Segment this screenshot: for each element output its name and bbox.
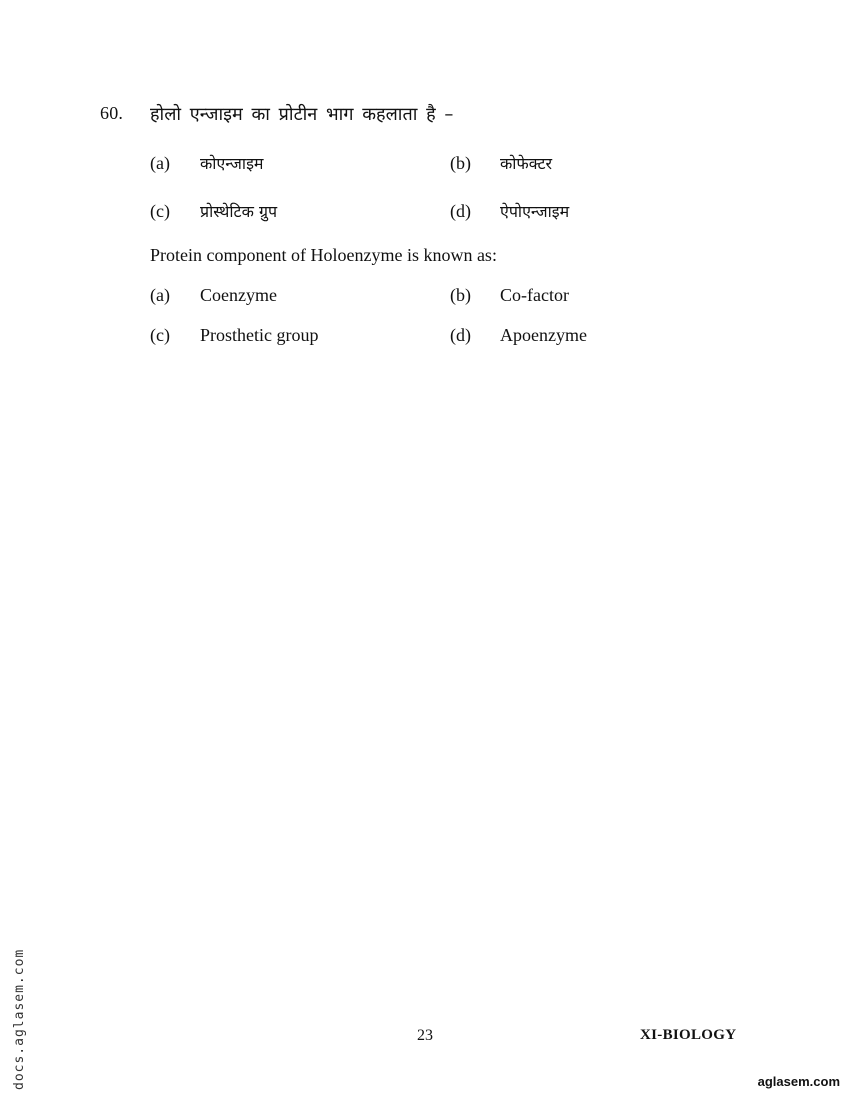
option-text: कोफेक्टर: [500, 154, 553, 173]
option-text: प्रोस्थेटिक ग्रुप: [200, 202, 278, 221]
corner-brand: aglasem.com: [757, 1074, 840, 1089]
question-number: 60.: [100, 103, 124, 123]
option-label: (c): [150, 325, 170, 345]
option-label: (a): [150, 153, 170, 173]
option-text: Prosthetic group: [200, 325, 319, 345]
option-label: (b): [450, 285, 471, 305]
option-label: (b): [450, 153, 471, 173]
question-text-hindi: होलो एन्जाइम का प्रोटीन भाग कहलाता है –: [150, 104, 454, 125]
option-label: (c): [150, 201, 170, 221]
options-english-row-2: [150, 325, 750, 353]
option-label: (a): [150, 285, 170, 305]
subject-code: XI-BIOLOGY: [640, 1027, 737, 1043]
side-watermark: docs.aglasem.com: [12, 948, 27, 1090]
options-hindi-row-1: [150, 153, 750, 181]
options-hindi-row-2: [150, 201, 750, 229]
option-text: कोएन्जाइम: [200, 154, 264, 173]
page-number: 23: [417, 1027, 433, 1044]
option-label: (d): [450, 201, 471, 221]
option-text: Co-factor: [500, 285, 569, 305]
options-english-row-1: [150, 285, 750, 313]
option-text: Coenzyme: [200, 285, 277, 305]
option-text: Apoenzyme: [500, 325, 587, 345]
option-text: ऐपोएन्जाइम: [500, 202, 570, 221]
question-text-english: Protein component of Holoenzyme is known as:: [150, 245, 497, 265]
option-label: (d): [450, 325, 471, 345]
